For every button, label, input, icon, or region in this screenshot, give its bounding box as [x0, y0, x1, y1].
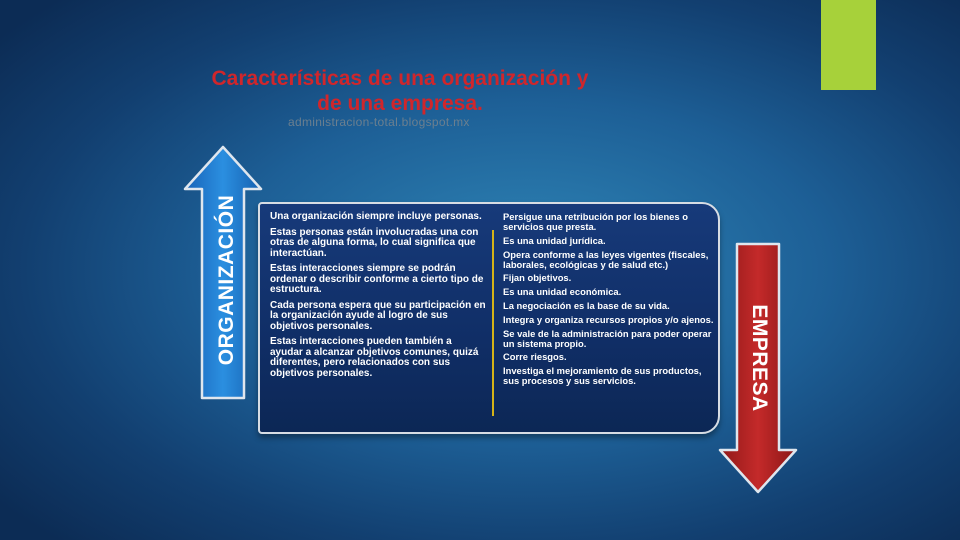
list-item: Corre riesgos. — [503, 351, 567, 363]
slide-title: Características de una organización y de una empresa. — [211, 67, 589, 115]
list-item: Es una unidad jurídica. — [503, 234, 606, 246]
empresa-label: EMPRESA — [748, 304, 771, 412]
list-item: Integra y organiza recursos propios y/o ajenos. — [503, 313, 714, 325]
column-divider — [492, 230, 494, 416]
list-item: Estas interacciones siempre se podrán ordenar o describir conforme a cierto tipo de estructura. — [270, 263, 484, 295]
source-url: administracion-total.blogspot.mx — [288, 115, 470, 129]
list-item: Cada persona espera que su participación en la organización ayude al logro de sus objetivos personales. — [270, 299, 486, 332]
organizacion-list — [270, 212, 486, 384]
organizacion-label: ORGANIZACIÓN — [215, 194, 238, 366]
list-item: Es una unidad económica. — [503, 286, 622, 298]
comparison-panel — [258, 202, 720, 434]
list-item: Investiga el mejoramiento de sus productos, sus procesos y sus servicios. — [503, 365, 702, 387]
list-item: Estas interacciones pueden también a ayudar a alcanzar objetivos comunes, quizá diferentes, pero relacionados con sus objetivos personales. — [270, 336, 479, 379]
list-item: Fijan objetivos. — [503, 272, 572, 284]
list-item: Estas personas están involucradas una con otras de alguna forma, lo cual significa que interactúan. — [270, 226, 479, 259]
list-item: Se vale de la administración para poder operar un sistema propio. — [503, 327, 712, 349]
list-item: La negociación es la base de su vida. — [503, 299, 670, 311]
empresa-list — [503, 212, 715, 390]
list-item: Opera conforme a las leyes vigentes (fiscales, laborales, ecológicas y de salud etc.) — [503, 248, 709, 270]
list-item: Persigue una retribución por los bienes o servicios que presta. — [503, 211, 688, 232]
list-item: Una organización siempre incluye personas. — [270, 211, 482, 222]
accent-bar — [821, 0, 876, 90]
